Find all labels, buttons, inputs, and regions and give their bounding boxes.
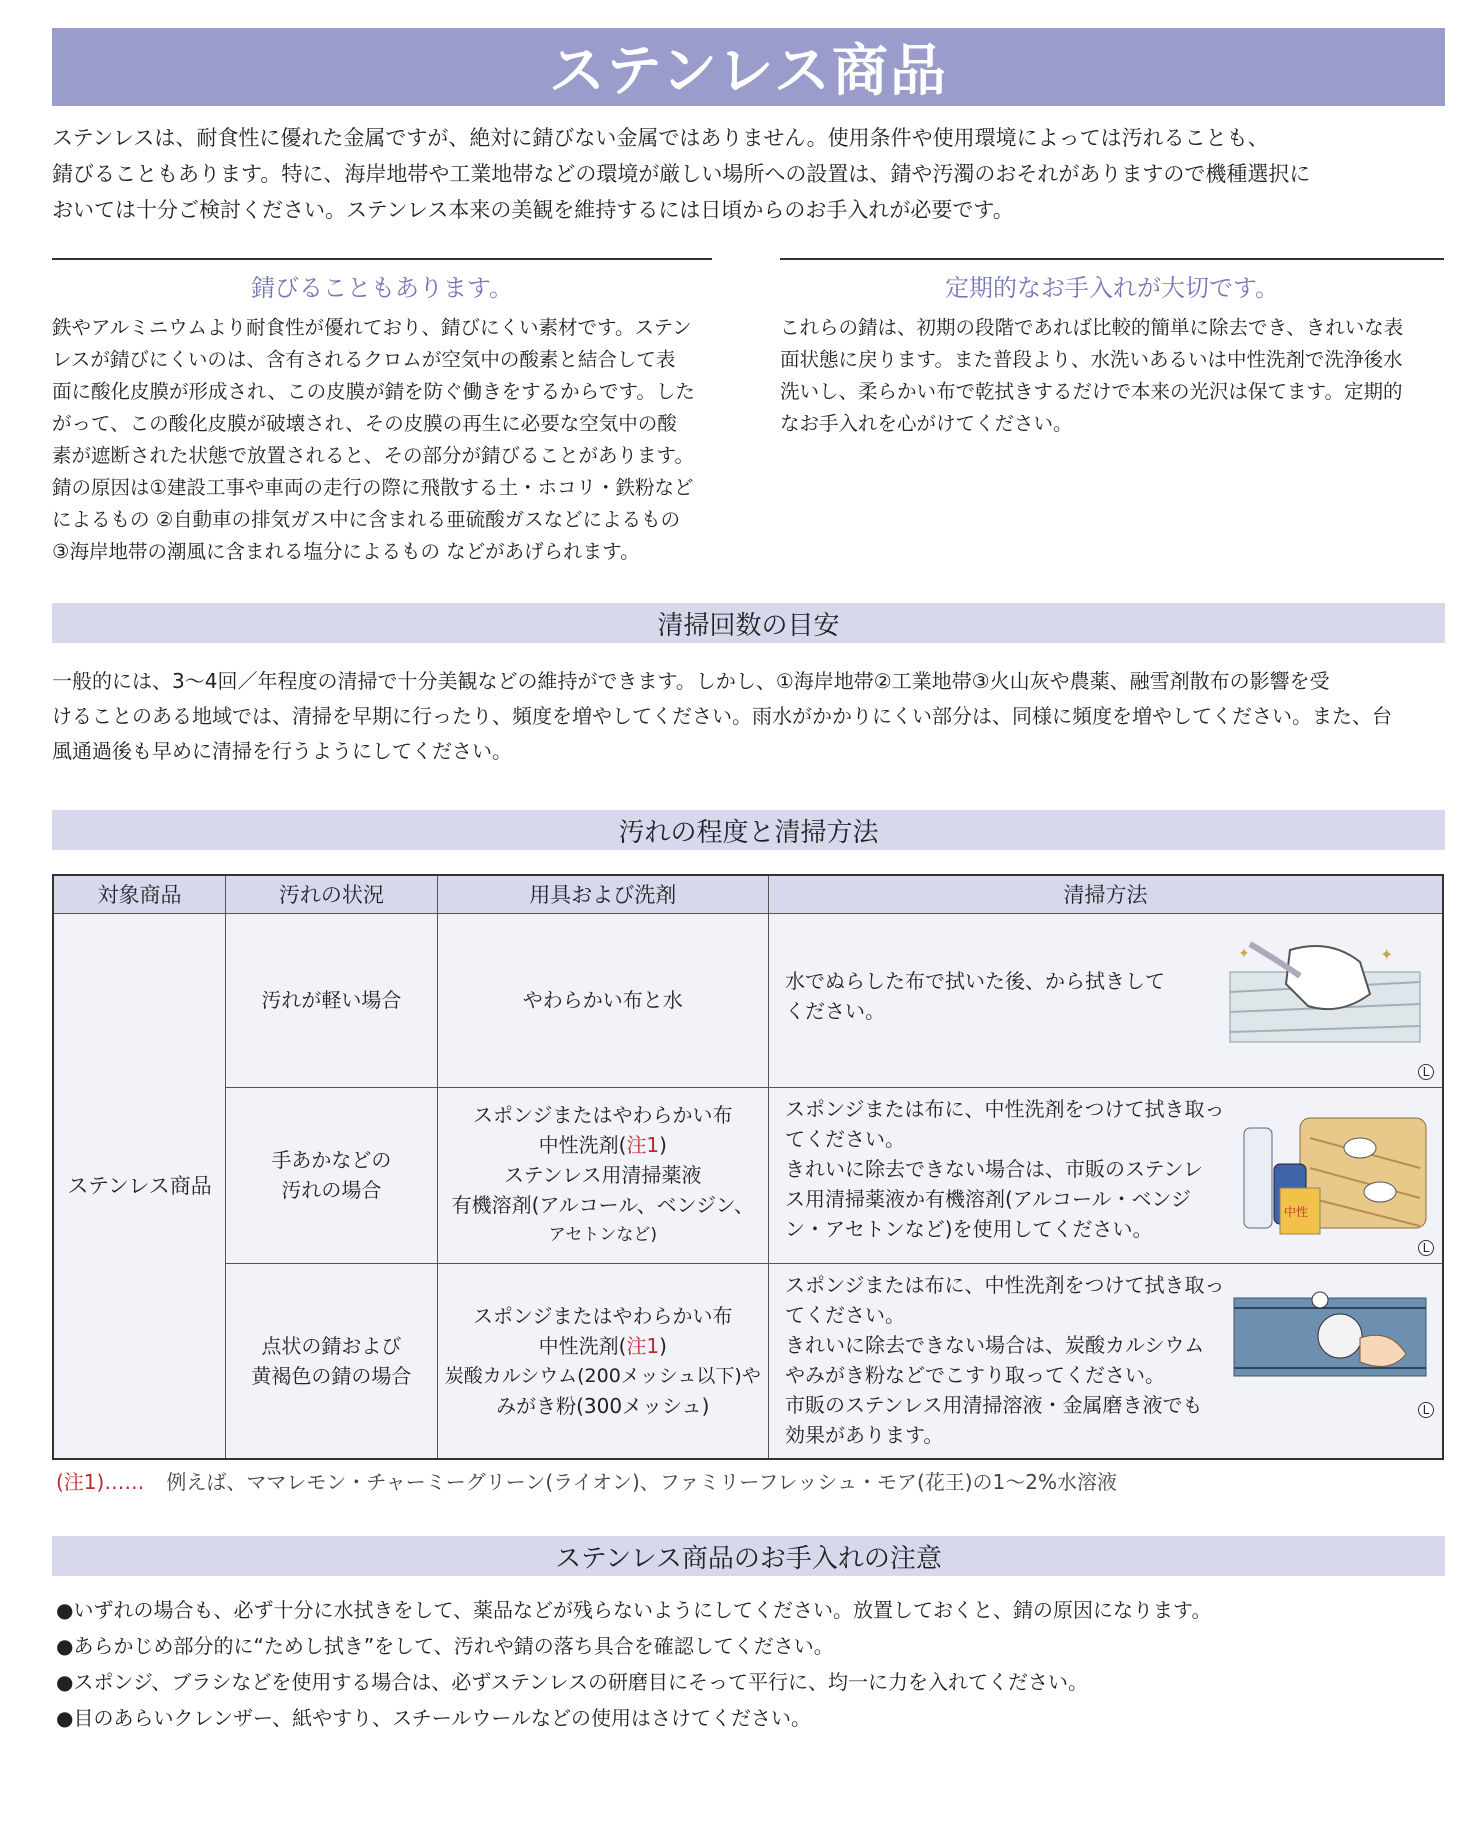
- text-line: 鉄やアルミニウムより耐食性が優れており、錆びにくい素材です。ステン: [52, 316, 692, 339]
- situation-line: 手あかなどの: [271, 1148, 392, 1172]
- list-item-text: 目のあらいクレンザー、紙やすり、スチールウールなどの使用はさけてください。: [73, 1706, 811, 1730]
- tools-line: 有機溶剤(アルコール、ベンジン、: [451, 1193, 754, 1217]
- tools-line: やわらかい布と水: [522, 988, 683, 1012]
- tools-cell: [437, 913, 768, 1087]
- situation-line: 汚れの場合: [281, 1178, 382, 1202]
- situation-cell: [226, 1263, 438, 1459]
- text-line: ③海岸地帯の潮風に含まれる塩分によるもの などがあげられます。: [52, 540, 640, 563]
- method-line: きれいに除去できない場合は、炭酸カルシウム: [784, 1332, 1205, 1357]
- situation-cell: [226, 913, 438, 1087]
- bullet-icon: ●: [56, 1634, 74, 1658]
- tools-line: アセトンなど): [548, 1225, 658, 1245]
- table-row: [53, 1263, 1443, 1459]
- tools-line: ステンレス用清掃薬液: [504, 1163, 702, 1187]
- right-column-heading: 定期的なお手入れが大切です。: [780, 258, 1444, 298]
- list-item: [56, 1628, 1211, 1664]
- care-heading: ステンレス商品のお手入れの注意: [52, 1536, 1445, 1576]
- note-reference: 注1: [626, 1333, 660, 1358]
- method-line: やみがき粉などでこすり取ってください。: [784, 1362, 1165, 1387]
- tools-text: ): [659, 1133, 667, 1157]
- bottle-label: 中性: [1284, 1205, 1309, 1219]
- text-line: 風通過後も早めに清掃を行うようにしてください。: [52, 739, 512, 763]
- right-column-text: [780, 312, 1450, 440]
- situation-line: 黄褐色の錆の場合: [251, 1363, 412, 1388]
- text-line: 面状態に戻ります。また普段より、水洗いあるいは中性洗剤で洗浄後水: [780, 348, 1403, 371]
- tools-line: スポンジまたはやわらかい布: [473, 1103, 733, 1127]
- copyright-mark: L: [1418, 1240, 1434, 1256]
- text-line: なお手入れを心がけてください。: [780, 412, 1073, 435]
- copyright-mark: L: [1418, 1402, 1434, 1418]
- frequency-heading: 清掃回数の目安: [52, 603, 1445, 643]
- method-line: 水でぬらした布で拭いた後、から拭きして: [784, 969, 1165, 993]
- bullet-icon: ●: [56, 1706, 74, 1730]
- method-line: てください。: [784, 1302, 905, 1327]
- svg-text:✦: ✦: [1238, 946, 1250, 962]
- scrubbing-sponge-illustration: [1230, 1278, 1430, 1388]
- left-column-heading: 錆びることもあります。: [52, 258, 712, 298]
- text-line: けることのある地域では、清掃を早期に行ったり、頻度を増やしてください。雨水がかかりにくい部分は、同様に頻度を増やしてください。また、台: [52, 704, 1392, 728]
- list-item: [56, 1592, 1211, 1628]
- method-line: スポンジまたは布に、中性洗剤をつけて拭き取っ: [784, 1097, 1225, 1121]
- method-line: ください。: [784, 999, 885, 1023]
- cleaning-method-heading: 汚れの程度と清掃方法: [52, 810, 1445, 850]
- bullet-icon: ●: [56, 1670, 74, 1694]
- list-item: [56, 1664, 1211, 1700]
- text-line: 一般的には、3～4回／年程度の清掃で十分美観などの維持ができます。しかし、①海岸地帯②工業地帯③火山灰や農薬、融雪剤散布の影響を受: [52, 669, 1330, 693]
- situation-cell: [226, 1087, 438, 1263]
- column-header: 清掃方法: [768, 875, 1443, 913]
- column-header: 用具および洗剤: [437, 875, 768, 913]
- tools-line: [438, 1130, 768, 1160]
- frequency-paragraph: [52, 664, 1392, 769]
- method-line: 効果があります。: [784, 1422, 944, 1447]
- column-header: 汚れの状況: [226, 875, 438, 913]
- tools-text: 中性洗剤(: [538, 1133, 627, 1157]
- copyright-mark: L: [1418, 1064, 1434, 1080]
- table-row: [53, 913, 1443, 1087]
- method-line: きれいに除去できない場合は、市販のステンレ: [784, 1157, 1204, 1181]
- tools-text: ): [659, 1333, 667, 1358]
- tools-line: 炭酸カルシウム(200メッシュ以下)や: [444, 1364, 761, 1387]
- footnote: [56, 1466, 1117, 1495]
- text-line: これらの錆は、初期の段階であれば比較的簡単に除去でき、きれいな表: [780, 316, 1404, 339]
- footnote-label: (注1)……: [56, 1470, 145, 1494]
- method-line: スポンジまたは布に、中性洗剤をつけて拭き取っ: [784, 1272, 1225, 1297]
- intro-paragraph: [52, 120, 1452, 228]
- method-cell: [768, 1087, 1443, 1263]
- product-cell: ステンレス商品: [53, 913, 226, 1459]
- svg-text:✦: ✦: [1380, 945, 1394, 964]
- care-list: [56, 1592, 1211, 1736]
- left-column-text: [52, 312, 722, 568]
- list-item-text: あらかじめ部分的に“ためし拭き”をして、汚れや錆の落ち具合を確認してください。: [73, 1634, 834, 1658]
- tools-line: [438, 1331, 768, 1361]
- wiping-cloth-illustration: [1220, 932, 1430, 1058]
- method-line: ス用清掃薬液か有機溶剤(アルコール・ベンジ: [784, 1187, 1192, 1211]
- situation-line: 点状の錆および: [261, 1333, 402, 1358]
- tools-line: スポンジまたはやわらかい布: [473, 1303, 733, 1328]
- table-header-row: [53, 875, 1443, 913]
- method-line: 市販のステンレス用清掃溶液・金属磨き液でも: [784, 1392, 1203, 1417]
- intro-line: ステンレスは、耐食性に優れた金属ですが、絶対に錆びない金属ではありません。使用条件や使用環境によっては汚れることも、: [52, 126, 1269, 150]
- tools-cell: [437, 1263, 768, 1459]
- list-item-text: いずれの場合も、必ず十分に水拭きをして、薬品などが残らないようにしてください。放置しておくと、錆の原因になります。: [73, 1598, 1212, 1622]
- detergent-bottles-illustration: [1240, 1108, 1430, 1246]
- footnote-text: 例えば、ママレモン・チャーミーグリーン(ライオン)、ファミリーフレッシュ・モア(花王)の1～2%水溶液: [166, 1470, 1118, 1494]
- text-line: 素が遮断された状態で放置されると、その部分が錆びることがあります。: [52, 444, 694, 467]
- tools-line: みがき粉(300メッシュ): [496, 1393, 710, 1418]
- page-title: ステンレス商品: [549, 39, 948, 104]
- intro-line: おいては十分ご検討ください。ステンレス本来の美観を維持するには日頃からのお手入れが必要です。: [52, 198, 1014, 222]
- note-reference: 注1: [626, 1133, 660, 1157]
- table-row: [53, 1087, 1443, 1263]
- cleaning-table: [52, 874, 1444, 1460]
- title-banner: [52, 28, 1445, 106]
- method-cell: [768, 1263, 1443, 1459]
- text-line: 面に酸化皮膜が形成され、この皮膜が錆を防ぐ働きをするからです。した: [52, 380, 695, 403]
- method-line: てください。: [784, 1127, 905, 1151]
- text-line: 錆の原因は①建設工事や車両の走行の際に飛散する土・ホコリ・鉄粉など: [52, 476, 694, 499]
- method-cell: [768, 913, 1443, 1087]
- column-header: 対象商品: [53, 875, 226, 913]
- text-line: 洗いし、柔らかい布で乾拭きするだけで本来の光沢は保てます。定期的: [780, 380, 1403, 403]
- tools-cell: [437, 1087, 768, 1263]
- method-line: ン・アセトンなど)を使用してください。: [784, 1217, 1153, 1241]
- intro-line: 錆びることもあります。特に、海岸地帯や工業地帯などの環境が厳しい場所への設置は、錆や汚濁のおそれがありますので機種選択に: [52, 162, 1311, 186]
- text-line: によるもの ②自動車の排気ガス中に含まれる亜硫酸ガスなどによるもの: [52, 508, 681, 531]
- text-line: がって、この酸化皮膜が破壊され、その皮膜の再生に必要な空気中の酸: [52, 412, 677, 435]
- list-item: [56, 1700, 1211, 1736]
- situation-line: 汚れが軽い場合: [261, 988, 402, 1012]
- tools-text: 中性洗剤(: [538, 1333, 627, 1358]
- bullet-icon: ●: [56, 1598, 74, 1622]
- list-item-text: スポンジ、ブラシなどを使用する場合は、必ずステンレスの研磨目にそって平行に、均一に力を入れてください。: [73, 1670, 1089, 1694]
- text-line: レスが錆びにくいのは、含有されるクロムが空気中の酸素と結合して表: [52, 348, 676, 371]
